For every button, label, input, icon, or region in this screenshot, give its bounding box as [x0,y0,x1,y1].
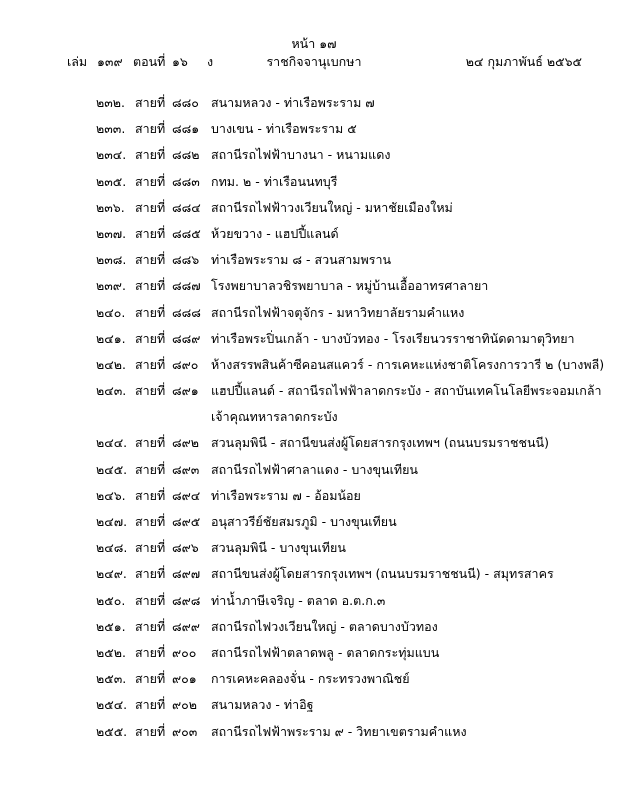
route-number: ๙๐๐ [172,644,197,660]
route-number: ๘๘๗ [172,278,201,294]
gazette-header [0,52,628,70]
route-list [0,94,628,749]
list-item [0,434,628,460]
route-number: ๙๐๒ [172,697,198,713]
volume-number: ๑๓๙ [97,54,123,69]
route-description: สถานีรถไฟฟ้าศาลาแดง - บางขุนเทียน [211,461,418,477]
route-label: สายที่ [135,199,166,215]
entry-number: ๒๓๖. [96,199,125,215]
route-label: สายที่ [135,461,166,477]
entry-number: ๒๓๗. [96,225,127,241]
list-item [0,539,628,565]
route-number: ๘๙๑ [172,383,199,399]
route-description: สวนลุมพินี - บางขุนเทียน [211,540,346,556]
list-item [0,199,628,225]
entry-number: ๒๕๕. [96,723,128,739]
route-description: สถานีขนส่งผู้โดยสารกรุงเทพฯ (ถนนบรมราชชนนี) - สมุทรสาคร [211,566,554,582]
route-number: ๘๘๔ [172,199,201,215]
route-number: ๘๙๔ [172,487,201,503]
list-item [0,723,628,749]
entry-number: ๒๔๖. [96,487,126,503]
entry-number: ๒๓๒. [96,95,125,110]
entry-number: ๒๔๔. [96,435,128,451]
list-item [0,173,628,199]
route-label: สายที่ [135,356,166,372]
route-number: ๘๘๘ [172,304,201,320]
route-description: สนามหลวง - ท่าเรือพระราม ๗ [211,95,375,110]
route-number: ๘๙๘ [172,592,201,608]
route-label: สายที่ [135,540,166,556]
section-label: ตอนที่ [133,54,166,69]
route-description: สถานีรถไฟวงเวียนใหญ่ - ตลาดบางบัวทอง [211,618,438,634]
route-label: สายที่ [135,566,166,582]
entry-number: ๒๔๕. [96,461,128,477]
route-label: สายที่ [135,383,166,399]
entry-number: ๒๕๒. [96,644,126,660]
gazette-title: ราชกิจจานุเบกษา [266,54,362,69]
route-description: สถานีรถไฟฟ้าบางนา - หนามแดง [211,147,391,163]
list-item [0,513,628,539]
entry-number: ๒๔๐. [96,304,126,320]
route-label: สายที่ [135,304,166,320]
route-label: สายที่ [135,147,166,163]
list-item [0,618,628,644]
route-label: สายที่ [135,173,166,189]
entry-number: ๒๕๓. [96,671,127,687]
route-description: ท่าเรือพระปิ่นเกล้า - บางบัวทอง - โรงเรียนวรราชาทินัดดามาตุวิทยา [211,330,575,346]
route-description: สวนลุมพินี - สถานีขนส่งผู้โดยสารกรุงเทพฯ (ถนนบรมราชชนนี) [211,435,549,451]
entry-number: ๒๔๗. [96,514,128,530]
route-description: สถานีรถไฟฟ้าพระราม ๙ - วิทยาเขตรามคำแหง [211,723,467,739]
entry-number: ๒๕๐. [96,592,126,608]
route-label: สายที่ [135,330,166,346]
route-description: แฮปปี้แลนด์ - สถานีรถไฟฟ้าลาดกระบัง - สถาบันเทคโนโลยีพระจอมเกล้า [211,383,602,399]
entry-number: ๒๓๘. [96,252,127,268]
list-item [0,670,628,696]
route-number: ๘๙๓ [172,461,200,477]
route-description: โรงพยาบาลวชิรพยาบาล - หมู่บ้านเอื้ออาทรศาลายา [211,278,489,294]
route-description: อนุสาวรีย์ชัยสมรภูมิ - บางขุนเทียน [211,514,397,530]
route-number: ๘๙๐ [172,356,199,372]
route-number: ๘๘๖ [172,252,200,268]
publication-date: ๒๔ กุมภาพันธ์ ๒๕๖๕ [465,54,582,69]
route-number: ๘๘๒ [172,147,200,163]
entry-number: ๒๕๑. [96,618,126,634]
route-number: ๙๐๓ [172,723,198,739]
route-label: สายที่ [135,671,166,687]
list-item [0,146,628,172]
route-label: สายที่ [135,278,166,294]
list-item [0,356,628,382]
route-description: สนามหลวง - ท่าอิฐ [211,697,314,713]
entry-number: ๒๓๙. [96,278,126,294]
route-number: ๘๘๕ [172,225,201,241]
route-number: ๘๘๐ [172,95,199,110]
volume-label: เล่ม [67,54,88,69]
entry-number: ๒๔๒. [96,356,126,372]
route-description: ห้วยขวาง - แฮปปี้แลนด์ [211,225,339,241]
route-number: ๘๙๕ [172,514,201,530]
list-item [0,487,628,513]
route-label: สายที่ [135,252,166,268]
route-label: สายที่ [135,697,166,713]
route-number: ๘๙๙ [172,618,200,634]
list-item [0,304,628,330]
route-label: สายที่ [135,592,166,608]
list-item [0,120,628,146]
route-number: ๘๙๒ [172,435,200,451]
page-number: หน้า ๑๗ [291,36,337,51]
route-description: สถานีรถไฟฟ้าตลาดพลู - ตลาดกระทุ่มแบน [211,644,440,660]
list-item [0,696,628,722]
route-label: สายที่ [135,723,166,739]
route-description: ห้างสรรพสินค้าซีคอนสแควร์ - การเคหะแห่งชาติโครงการวารี ๒ (บางพลี) [211,356,605,372]
route-description: การเคหะคลองจั่น - กระทรวงพาณิชย์ [211,671,410,687]
route-label: สายที่ [135,121,166,137]
route-label: สายที่ [135,514,166,530]
route-number: ๘๘๓ [172,173,200,189]
list-item [0,592,628,618]
list-item [0,225,628,251]
route-description: สถานีรถไฟฟ้าวงเวียนใหญ่ - มหาชัยเมืองใหม่ [211,199,453,215]
list-item [0,251,628,277]
list-item [0,330,628,356]
entry-number: ๒๓๓. [96,121,126,137]
entry-number: ๒๔๙. [96,566,127,582]
list-item [0,277,628,303]
route-number: ๘๙๗ [172,566,201,582]
route-label: สายที่ [135,95,166,110]
entry-number: ๒๓๔. [96,147,127,163]
entry-number: ๒๔๓. [96,383,127,399]
route-label: สายที่ [135,225,166,241]
entry-number: ๒๔๘. [96,540,128,556]
route-description: สถานีรถไฟฟ้าจตุจักร - มหาวิทยาลัยรามคำแหง [211,304,465,320]
section-number: ๑๖ [172,54,188,69]
entry-number: ๒๕๔. [96,697,128,713]
route-number: ๙๐๑ [172,671,197,687]
list-item [0,382,628,434]
list-item [0,94,628,120]
list-item [0,644,628,670]
route-number: ๘๘๑ [172,121,200,137]
route-description: ท่าเรือพระราม ๘ - สวนสามพราน [211,252,392,268]
route-description: บางเขน - ท่าเรือพระราม ๕ [211,121,357,137]
route-number: ๘๘๙ [172,330,201,346]
route-label: สายที่ [135,435,166,451]
route-label: สายที่ [135,618,166,634]
route-description-continued: เจ้าคุณทหารลาดกระบัง [211,409,338,425]
route-description: กทม. ๒ - ท่าเรือนนทบุรี [211,173,338,189]
route-label: สายที่ [135,487,166,503]
list-item [0,461,628,487]
route-description: ท่าน้ำภาษีเจริญ - ตลาด อ.ต.ก.๓ [211,592,386,608]
entry-number: ๒๓๕. [96,173,127,189]
route-label: สายที่ [135,644,166,660]
list-item [0,565,628,591]
entry-number: ๒๔๑. [96,330,126,346]
section-type: ง [207,54,214,69]
route-number: ๘๙๖ [172,540,199,556]
route-description: ท่าเรือพระราม ๗ - อ้อมน้อย [211,487,361,503]
